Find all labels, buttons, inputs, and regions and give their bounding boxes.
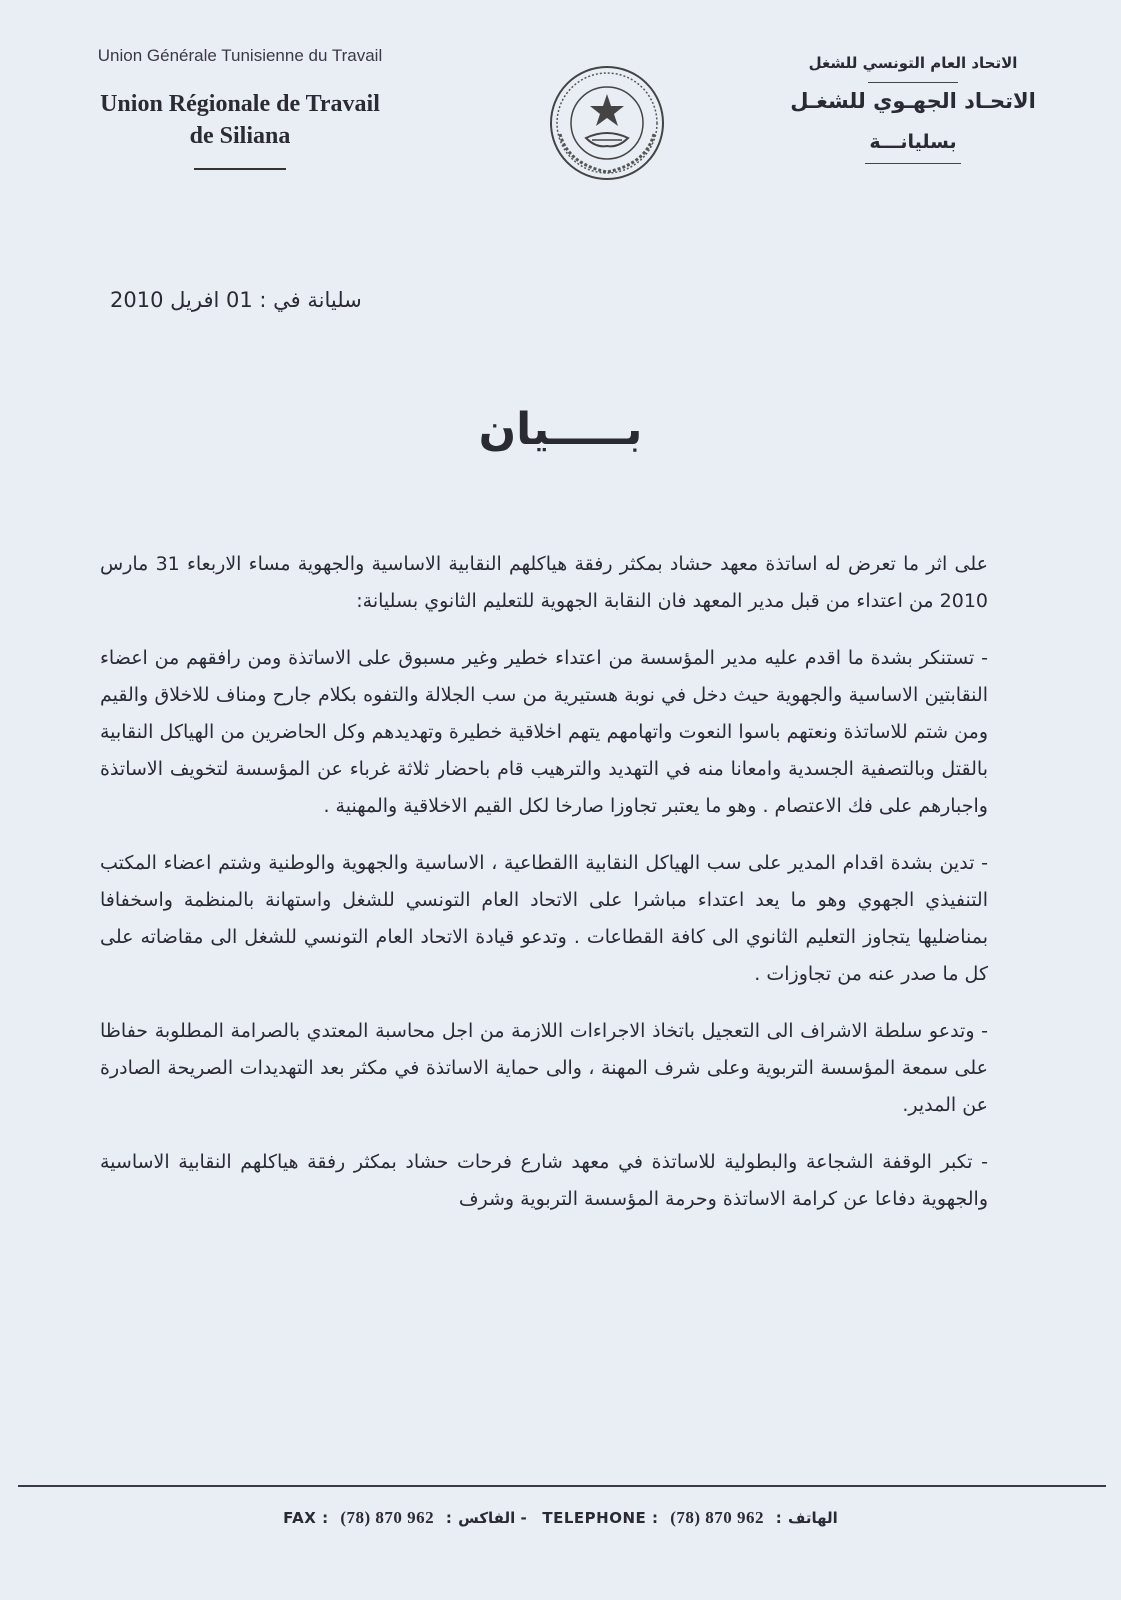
city-arabic: بسليانـــة [869, 131, 957, 153]
paragraph-intro: على اثر ما تعرض له اساتذة معهد حشاد بمكثر رفقة هياكلهم النقابية الاساسية والجهوية مساء الاربعاء 31 مارس 2010 من اعتداء من قبل مدير المعهد فان النقابة الجهوية للتعليم الثانوي بسليانة: [100, 553, 989, 612]
footer-contact [0, 1508, 1121, 1528]
union-name-arabic: الاتحاد العام التونسي للشغل [808, 54, 1018, 72]
footer-divider [18, 1485, 1106, 1487]
letterhead-divider-right-bottom [865, 163, 961, 164]
paragraph-condemn: - تستنكر بشدة ما اقدم عليه مدير المؤسسة من اعتداء خطير وغير مسبوق على الاساتذة ومن رافقهم من اعضاء النقابتين الاساسية والجهوية حيث دخل في نوبة هستيرية من سب الجلالة والتفوه بكلام جارح ومناف للاخلاق والقيم ومن شتم للاساتذة ونعتهم باسوا النعوت واتهامهم يتهم اخلاقية خطيرة وتهديدهم وكل الحاضرين من الهياكل النقابية بالقتل وبالتصفية الجسدية وامعانا منه في التهديد والترهيب قام باحضار ثلاثة غرباء عن المؤسسة لتخويف الاساتذة واجبارهم على فك الاعتصام . وهو ما يعتبر تجاوزا صارخا لكل القيم الاخلاقية والمهنية . [100, 647, 988, 817]
fax-label: FAX : [283, 1509, 329, 1527]
paragraph-denounce: - تدين بشدة اقدام المدير على سب الهياكل النقابية االقطاعية ، الاساسية والجهوية والوطنية وشتم اعضاء المكتب التنفيذي الجهوي وهو ما يعد اعتداء مباشرا على الاتحاد العام التونسي للشغل واستهانة بالمنظمة واسخفافا بمناضليها يتجاوز التعليم الثانوي الى كافة القطاعات . وتدعو قيادة الاتحاد العام التونسي للشغل الى مقاضاته على كل ما صدر عنه من تجاوزات . [100, 852, 988, 985]
document-title: بـــــيان [478, 404, 643, 455]
fax-label-arabic: : الفاكس - [445, 1509, 527, 1527]
document-body [100, 546, 988, 1238]
regional-union-line1: Union Régionale de Travail [100, 91, 380, 117]
telephone-number: (78) 870 962 [670, 1508, 765, 1527]
letterhead-arabic [783, 54, 1043, 164]
letterhead-divider-left [194, 168, 286, 170]
paragraph-praise: - تكبر الوقفة الشجاعة والبطولية للاساتذة في معهد شارع فرحات حشاد بمكثر رفقة هياكلهم النقابية الاساسية والجهوية دفاعا عن كرامة الاساتذة وحرمة المؤسسة التربوية وشرف [100, 1151, 988, 1210]
letterhead-french [55, 46, 425, 170]
letterhead-divider-right-top [868, 82, 958, 83]
paragraph-call: - وتدعو سلطة الاشراف الى التعجيل باتخاذ الاجراءات اللازمة من اجل محاسبة المعتدي بالصرامة المطلوبة حفاظا على سمعة المؤسسة التربوية وعلى شرف المهنة ، والى حماية الاساتذة في مكثر بعد التهديدات الصريحة الصادرة عن المدير. [100, 1020, 988, 1116]
regional-union-line2: de Siliana [189, 123, 291, 149]
fax-number: (78) 870 962 [340, 1508, 435, 1527]
telephone-label: TELEPHONE : [542, 1509, 659, 1527]
union-name-french: Union Générale Tunisienne du Travail [97, 46, 383, 65]
document-date: سليانة في : 01 افريل 2010 [110, 288, 362, 312]
ugtt-seal-icon [548, 64, 666, 182]
regional-union-arabic: الاتحـاد الجهـوي للشغـل [790, 89, 1036, 113]
telephone-label-arabic: : الهاتف [775, 1509, 838, 1527]
